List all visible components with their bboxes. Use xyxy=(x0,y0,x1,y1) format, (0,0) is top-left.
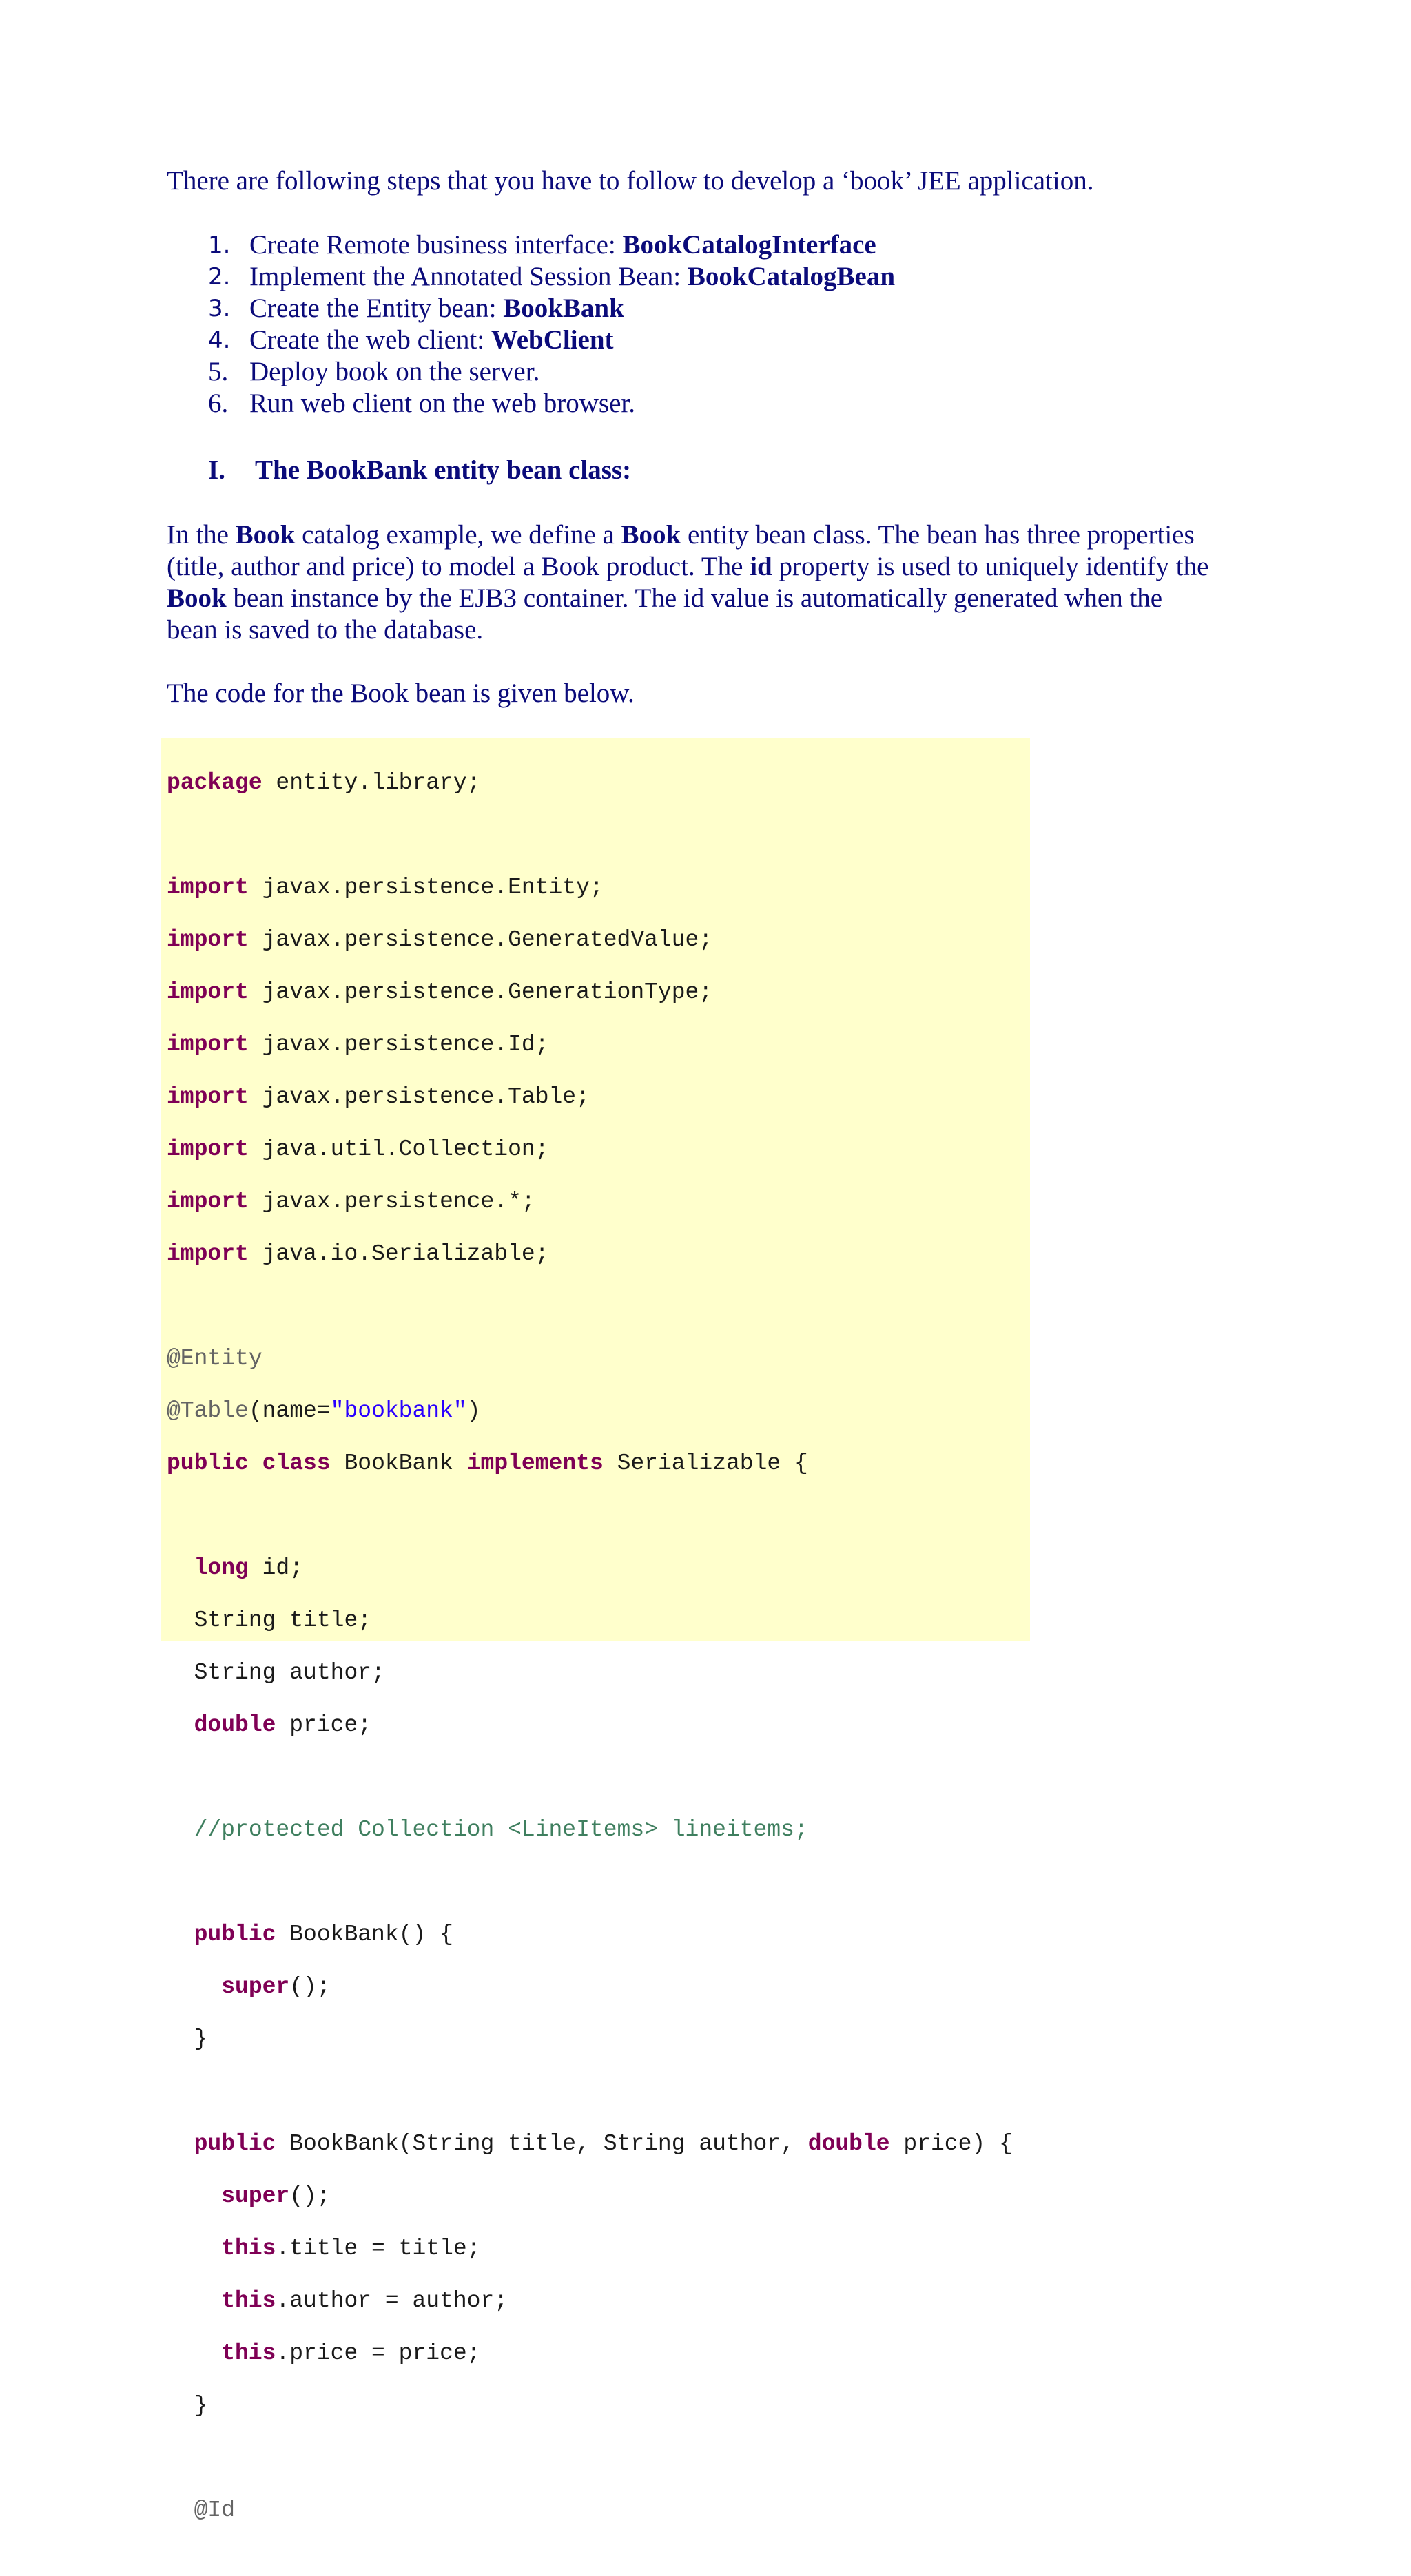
code-token: public xyxy=(194,2131,276,2157)
para-bold: Book xyxy=(235,520,296,550)
code-token: javax.persistence.Table; xyxy=(248,1084,590,1110)
code-line xyxy=(167,1241,1013,1267)
code-line xyxy=(167,2236,1013,2262)
code-line xyxy=(167,875,1013,901)
code-token: class xyxy=(262,1451,331,1476)
para-text: bean is saved to the database. xyxy=(167,615,484,645)
code-line xyxy=(167,2079,1013,2105)
code-token: BookBank(String title, String author, xyxy=(276,2131,808,2157)
code-token: (); xyxy=(289,2183,331,2209)
code-token: BookBank() { xyxy=(276,1922,453,1947)
code-token: price) { xyxy=(889,2131,1013,2157)
code-line xyxy=(167,2183,1013,2210)
code-token: public xyxy=(167,1451,249,1476)
code-line xyxy=(167,1032,1013,1058)
code-token: super xyxy=(221,2183,290,2209)
code-line xyxy=(167,1660,1013,1686)
code-line xyxy=(167,927,1013,953)
step-bold: BookBank xyxy=(503,293,624,323)
code-token: price; xyxy=(276,1712,372,1738)
step-number: 3. xyxy=(208,295,231,322)
code-token: //protected Collection <LineItems> lineitems; xyxy=(194,1817,808,1842)
code-token: .title = title; xyxy=(276,2236,481,2261)
code-line xyxy=(167,2393,1013,2419)
code-line xyxy=(167,1189,1013,1215)
para-text: bean instance by the EJB3 container. The id value is automatically generated when the xyxy=(226,583,1163,613)
step-number: 1. xyxy=(208,231,231,259)
step-text: Create the Entity bean: xyxy=(249,293,504,323)
code-token: @Id xyxy=(194,2497,236,2523)
code-token: public xyxy=(194,1922,276,1947)
step-text: Implement the Annotated Session Bean: xyxy=(249,262,688,291)
step-bold: BookCatalogBean xyxy=(687,262,896,291)
code-line xyxy=(167,2288,1013,2314)
code-token: super xyxy=(221,1974,290,1999)
code-line xyxy=(167,1608,1013,1634)
code-token: .price = price; xyxy=(276,2340,481,2366)
section-number: I. xyxy=(208,455,225,485)
code-line xyxy=(167,1084,1013,1110)
code-line xyxy=(167,770,1013,796)
para-text: In the xyxy=(167,520,236,550)
code-token: id; xyxy=(248,1555,304,1581)
step-bold: BookCatalogInterface xyxy=(622,230,876,260)
code-line xyxy=(167,1869,1013,1895)
para-text: entity bean class. The bean has three properties xyxy=(681,520,1195,550)
code-token: javax.persistence.*; xyxy=(248,1189,535,1214)
code-token: import xyxy=(167,1136,249,1162)
para-text: catalog example, we define a xyxy=(295,520,621,550)
intro-text: There are following steps that you have to follow to develop a ‘book’ JEE application. xyxy=(167,166,1094,196)
code-line xyxy=(167,2445,1013,2471)
code-token: javax.persistence.GenerationType; xyxy=(248,979,713,1005)
code-token: } xyxy=(194,2026,208,2052)
code-token: @Table xyxy=(167,1398,249,1424)
code-token: import xyxy=(167,1189,249,1214)
code-token: javax.persistence.Id; xyxy=(248,1032,549,1057)
code-line xyxy=(167,1922,1013,1948)
code-line xyxy=(167,1136,1013,1163)
step-number: 5. xyxy=(208,357,229,386)
code-token: String author; xyxy=(194,1660,385,1685)
step-number: 2. xyxy=(208,263,231,291)
code-line xyxy=(167,1346,1013,1372)
code-line xyxy=(167,1765,1013,1791)
code-line xyxy=(167,1974,1013,2000)
code-token: import xyxy=(167,1084,249,1110)
code-token: (); xyxy=(289,1974,331,1999)
code-token: long xyxy=(194,1555,249,1581)
code-line xyxy=(167,1451,1013,1477)
code-token: BookBank xyxy=(330,1451,467,1476)
step-bold: WebClient xyxy=(491,325,614,355)
step-text: Deploy book on the server. xyxy=(249,357,540,386)
code-token: this xyxy=(221,2236,276,2261)
code-token: import xyxy=(167,927,249,953)
code-intro: The code for the Book bean is given below. xyxy=(167,678,635,708)
code-token: @Entity xyxy=(167,1346,262,1371)
code-token: implements xyxy=(466,1451,604,1476)
code-token: this xyxy=(221,2288,276,2314)
para-text: (title, author and price) to model a Book product. The xyxy=(167,552,750,581)
para-bold: Book xyxy=(167,583,227,613)
code-line xyxy=(167,1503,1013,1529)
code-token: String title; xyxy=(194,1608,372,1633)
code-line xyxy=(167,1712,1013,1738)
code-line xyxy=(167,1294,1013,1320)
code-token: package xyxy=(167,770,262,796)
code-line xyxy=(167,2131,1013,2157)
code-line xyxy=(167,2497,1013,2524)
code-line xyxy=(167,822,1013,849)
code-token: entity.library; xyxy=(262,770,481,796)
section-title: The BookBank entity bean class: xyxy=(255,455,632,485)
code-token: java.io.Serializable; xyxy=(248,1241,549,1267)
code-line xyxy=(167,2340,1013,2367)
step-text: Run web client on the web browser. xyxy=(249,388,635,418)
code-token: import xyxy=(167,1032,249,1057)
para-bold: id xyxy=(750,552,772,581)
body-paragraph xyxy=(167,519,1255,646)
code-block xyxy=(167,744,1013,2576)
code-token: double xyxy=(807,2131,890,2157)
code-line xyxy=(167,2026,1013,2053)
code-token: double xyxy=(194,1712,276,1738)
code-token: java.util.Collection; xyxy=(248,1136,549,1162)
step-number: 4. xyxy=(208,326,231,354)
para-text: property is used to uniquely identify the xyxy=(772,552,1209,581)
code-token: import xyxy=(167,1241,249,1267)
code-line xyxy=(167,979,1013,1006)
code-token: import xyxy=(167,979,249,1005)
code-token: (name= xyxy=(248,1398,331,1424)
step-text: Create the web client: xyxy=(249,325,491,355)
step-text: Create Remote business interface: xyxy=(249,230,623,260)
para-bold: Book xyxy=(621,520,681,550)
code-token: } xyxy=(194,2393,208,2418)
code-token: javax.persistence.Entity; xyxy=(248,875,604,900)
code-token: this xyxy=(221,2340,276,2366)
step-number: 6. xyxy=(208,388,229,418)
code-line xyxy=(167,1398,1013,1424)
code-token: javax.persistence.GeneratedValue; xyxy=(248,927,713,953)
code-token: .author = author; xyxy=(276,2288,508,2314)
section-heading xyxy=(208,455,631,486)
code-token: "bookbank" xyxy=(330,1398,467,1424)
code-line xyxy=(167,1555,1013,1581)
code-token: Serializable { xyxy=(603,1451,808,1476)
code-line xyxy=(167,1817,1013,1843)
code-token: import xyxy=(167,875,249,900)
code-token: ) xyxy=(466,1398,481,1424)
